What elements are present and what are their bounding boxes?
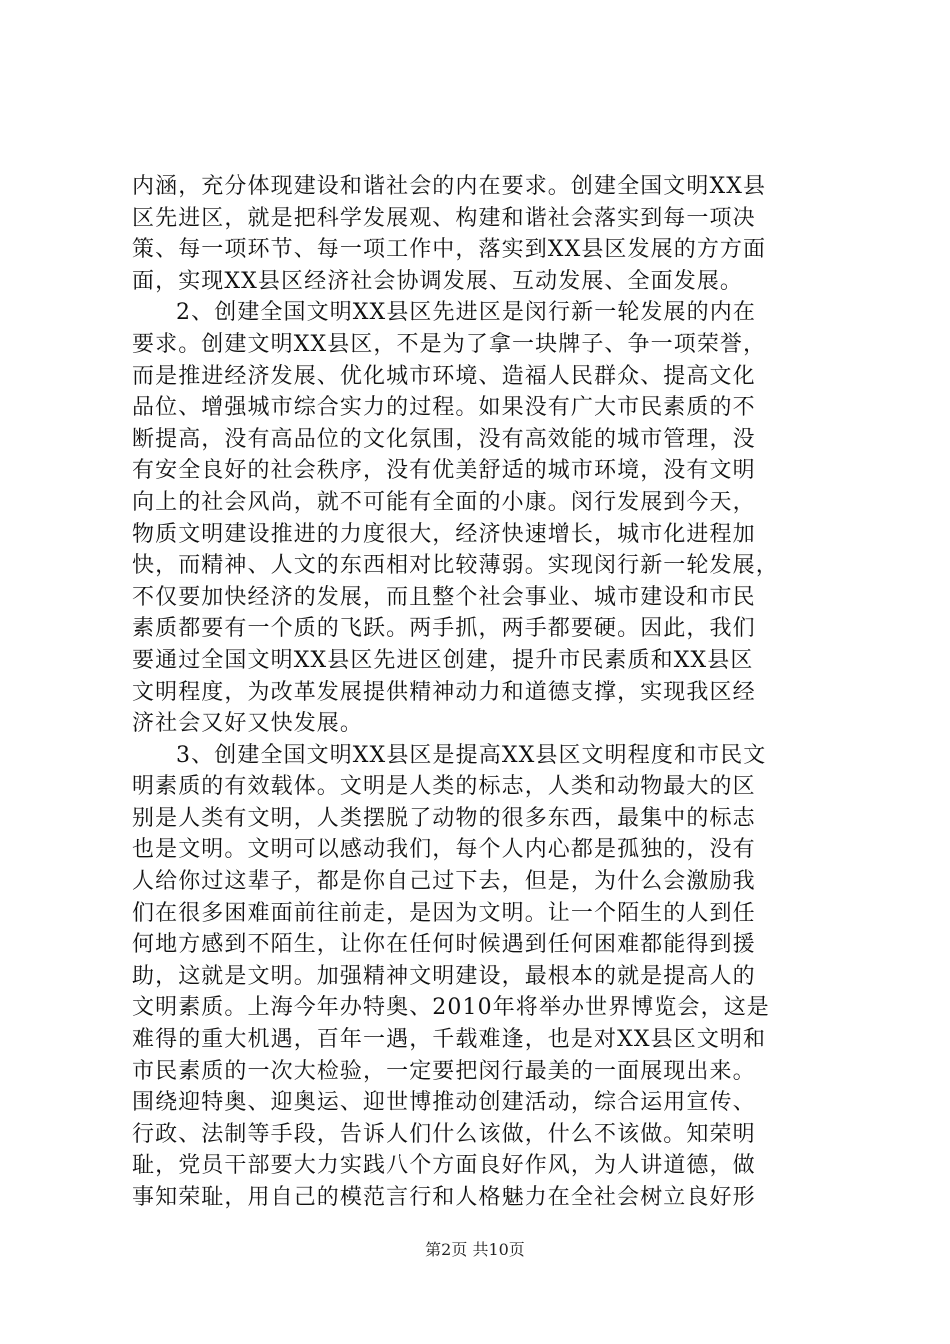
text-line: 们在很多困难面前往前走，是因为文明。让一个陌生的人到任 [132, 900, 756, 926]
text-line: 文明素质。上海今年办特奥、2010年将举办世界博览会，这是 [132, 995, 770, 1021]
text-line: 品位、增强城市综合实力的过程。如果没有广大市民素质的不 [132, 395, 756, 421]
text-line: 2、创建全国文明XX县区先进区是闵行新一轮发展的内在 [176, 300, 756, 326]
text-line: 济社会又好又快发展。 [132, 711, 364, 737]
text-line: 断提高，没有高品位的文化氛围，没有高效能的城市管理，没 [132, 426, 756, 452]
text-line: 素质都要有一个质的飞跃。两手抓，两手都要硬。因此，我们 [132, 616, 756, 642]
text-line: 面，实现XX县区经济社会协调发展、互动发展、全面发展。 [132, 268, 744, 294]
body-text [132, 171, 832, 1214]
text-line: 也是文明。文明可以感动我们，每个人内心都是孤独的，没有 [132, 837, 756, 863]
text-line: 何地方感到不陌生，让你在任何时候遇到任何困难都能得到援 [132, 932, 756, 958]
text-line: 文明程度，为改革发展提供精神动力和道德支撑，实现我区经 [132, 679, 756, 705]
text-line: 行政、法制等手段，告诉人们什么该做，什么不该做。知荣明 [132, 1121, 756, 1147]
text-line: 难得的重大机遇，百年一遇，千载难逢，也是对XX县区文明和 [132, 1027, 767, 1053]
text-line: 区先进区，就是把科学发展观、构建和谐社会落实到每一项决 [132, 205, 756, 231]
text-line: 围绕迎特奥、迎奥运、迎世博推动创建活动，综合运用宣传、 [132, 1090, 756, 1116]
text-line: 有安全良好的社会秩序，没有优美舒适的城市环境，没有文明 [132, 458, 756, 484]
text-line: 要求。创建文明XX县区，不是为了拿一块牌子、争一项荣誉， [132, 331, 767, 357]
text-line: 要通过全国文明XX县区先进区创建，提升市民素质和XX县区 [132, 647, 754, 673]
page-footer: 第2页 共10页 [425, 1240, 525, 1259]
text-line: 事知荣耻，用自己的模范言行和人格魅力在全社会树立良好形 [132, 1185, 756, 1210]
text-line: 市民素质的一次大检验，一定要把闵行最美的一面展现出来。 [132, 1058, 756, 1084]
text-line: 策、每一项环节、每一项工作中，落实到XX县区发展的方方面 [132, 237, 767, 263]
text-line: 物质文明建设推进的力度很大，经济快速增长，城市化进程加 [132, 521, 756, 547]
text-line: 别是人类有文明，人类摆脱了动物的很多东西，最集中的标志 [132, 805, 756, 831]
text-line: 内涵，充分体现建设和谐社会的内在要求。创建全国文明XX县 [132, 174, 767, 199]
text-line: 人给你过这辈子，都是你自己过下去，但是，为什么会激励我 [132, 869, 756, 895]
text-line: 而是推进经济发展、优化城市环境、造福人民群众、提高文化 [132, 363, 756, 389]
text-line: 向上的社会风尚，就不可能有全面的小康。闵行发展到今天， [132, 489, 756, 515]
text-line: 不仅要加快经济的发展，而且整个社会事业、城市建设和市民 [132, 584, 756, 610]
text-line: 助，这就是文明。加强精神文明建设，最根本的就是提高人的 [132, 963, 756, 989]
text-line: 3、创建全国文明XX县区是提高XX县区文明程度和市民文 [176, 742, 767, 768]
text-line: 快，而精神、人文的东西相对比较薄弱。实现闵行新一轮发展， [132, 553, 779, 579]
text-line: 耻，党员干部要大力实践八个方面良好作风，为人讲道德，做 [132, 1153, 756, 1179]
text-line: 明素质的有效载体。文明是人类的标志，人类和动物最大的区 [132, 774, 756, 800]
